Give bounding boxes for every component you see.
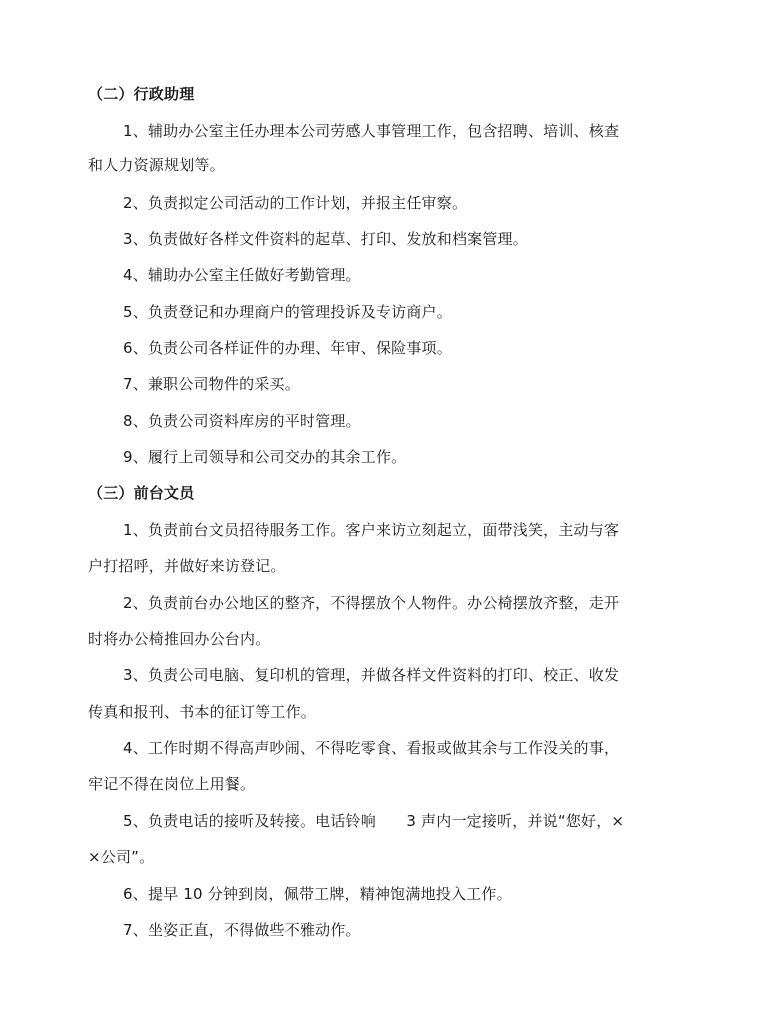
- paragraph-line: 7、坐姿正直，不得做些不雅动作。: [123, 921, 361, 939]
- paragraph-line: 传真和报刊、书本的征订等工作。: [88, 703, 317, 721]
- paragraph-line: 4、辅助办公室主任做好考勤管理。: [123, 266, 361, 284]
- paragraph-line: 5、负责电话的接听及转接。电话铃响 3 声内一定接听，并说“您好，×: [123, 812, 625, 830]
- paragraph-line: 时将办公椅推回办公台内。: [88, 630, 271, 648]
- section-heading-administrative-assistant: （二）行政助理: [88, 85, 195, 103]
- paragraph-line: 3、负责做好各样文件资料的起草、打印、发放和档案管理。: [123, 230, 528, 248]
- paragraph-line: 6、提早 10 分钟到岗，佩带工牌，精神饱满地投入工作。: [123, 885, 512, 903]
- paragraph-line: 和人力资源规划等。: [88, 156, 225, 174]
- paragraph-line: 3、负责公司电脑、复印机的管理，并做各样文件资料的打印、校正、收发: [123, 666, 620, 684]
- paragraph-line: ×公司”。: [88, 848, 155, 866]
- paragraph-line: 2、负责前台办公地区的整齐，不得摆放个人物件。办公椅摆放齐整，走开: [123, 594, 620, 612]
- paragraph-line: 2、负责拟定公司活动的工作计划，并报主任审察。: [123, 194, 468, 212]
- paragraph-line: 1、辅助办公室主任办理本公司劳感人事管理工作，包含招聘、培训、核查: [123, 122, 620, 140]
- paragraph-line: 户打招呼，并做好来访登记。: [88, 557, 286, 575]
- paragraph-line: 5、负责登记和办理商户的管理投诉及专访商户。: [123, 303, 452, 321]
- section-heading-front-desk-clerk: （三）前台文员: [88, 484, 195, 502]
- paragraph-line: 8、负责公司资料库房的平时管理。: [123, 412, 361, 430]
- paragraph-line: 9、履行上司领导和公司交办的其余工作。: [123, 448, 407, 466]
- paragraph-line: 牢记不得在岗位上用餐。: [88, 775, 256, 793]
- paragraph-line: 7、兼职公司物件的采买。: [123, 375, 300, 393]
- paragraph-line: 6、负责公司各样证件的办理、年审、保险事项。: [123, 339, 452, 357]
- paragraph-line: 4、工作时期不得高声吵闹、不得吃零食、看报或做其余与工作没关的事，: [123, 739, 620, 757]
- paragraph-line: 1、负责前台文员招待服务工作。客户来访立刻起立，面带浅笑，主动与客: [123, 521, 620, 539]
